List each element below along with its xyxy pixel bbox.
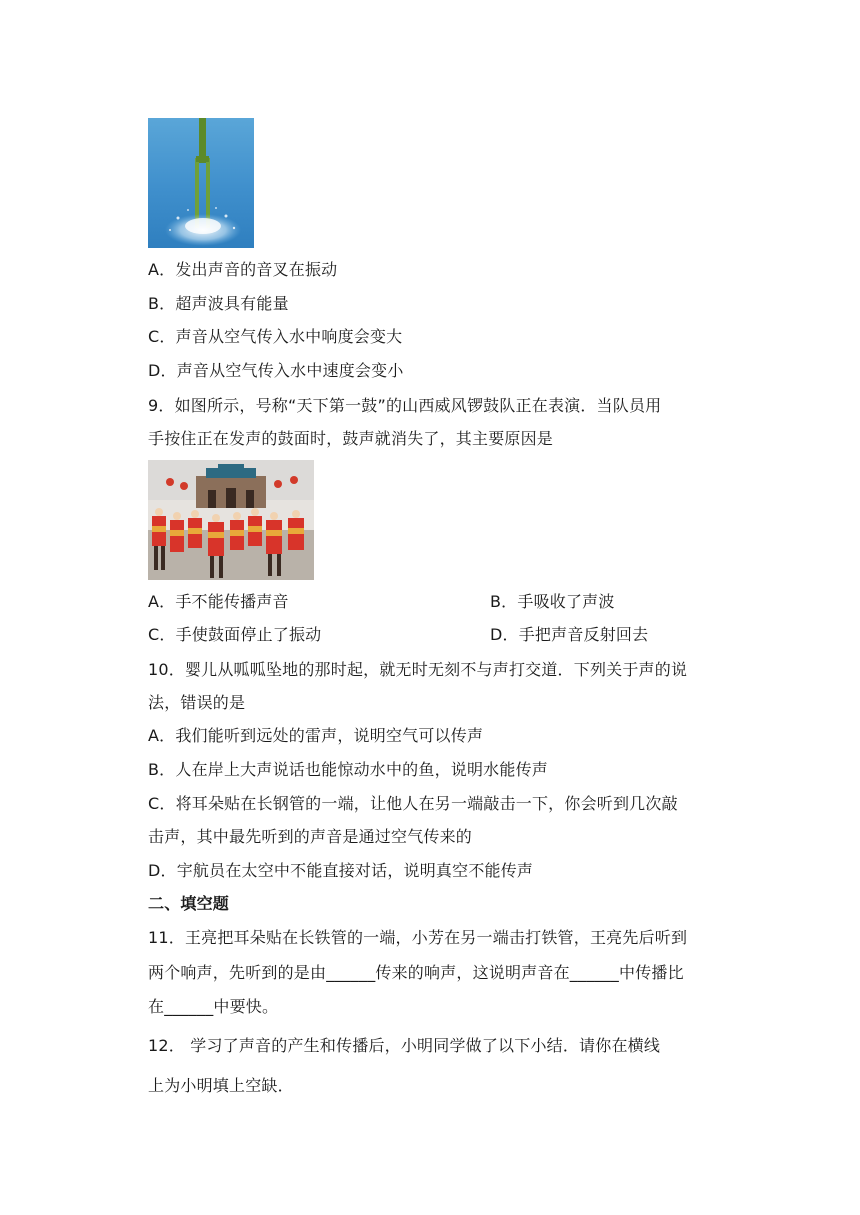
q12-line1: 12． 学习了声音的产生和传播后，小明同学做了以下小结．请你在横线 (148, 1036, 661, 1055)
q10-stem-line2: 法，错误的是 (148, 693, 246, 712)
q9-option-a: A．手不能传播声音 (148, 592, 289, 611)
q9-option-b: B．手吸收了声波 (490, 592, 615, 611)
q9-stem-line2: 手按住正在发声的鼓面时，鼓声就消失了，其主要原因是 (148, 429, 554, 448)
section-heading: 二、填空题 (148, 894, 230, 913)
tuning-fork-water-image (148, 118, 254, 248)
q11-line1: 11．王亮把耳朵贴在长铁管的一端，小芳在另一端击打铁管，王亮先后听到 (148, 928, 688, 947)
q10-option-c-line1: C．将耳朵贴在长钢管的一端，让他人在另一端敲击一下，你会听到几次敲 (148, 794, 678, 813)
q11-line2: 两个响声，先听到的是由______传来的响声，这说明声音在______中传播比 (148, 963, 684, 982)
q9-option-d: D．手把声音反射回去 (490, 625, 649, 644)
q12-line2: 上为小明填上空缺． (148, 1076, 294, 1095)
q8-option-c: C．声音从空气传入水中响度会变大 (148, 327, 403, 346)
q8-option-a: A．发出声音的音叉在振动 (148, 260, 338, 279)
q11-line3: 在______中要快。 (148, 997, 279, 1016)
q8-option-b: B．超声波具有能量 (148, 294, 289, 313)
drum-troupe-photo (148, 460, 314, 580)
q9-option-c: C．手使鼓面停止了振动 (148, 625, 322, 644)
q10-option-c-line2: 击声，其中最先听到的声音是通过空气传来的 (148, 827, 473, 846)
q8-option-d: D．声音从空气传入水中速度会变小 (148, 361, 404, 380)
q10-option-a: A．我们能听到远处的雷声，说明空气可以传声 (148, 726, 484, 745)
q10-stem-line1: 10．婴儿从呱呱坠地的那时起，就无时无刻不与声打交道．下列关于声的说 (148, 660, 688, 679)
q10-option-b: B．人在岸上大声说话也能惊动水中的鱼，说明水能传声 (148, 760, 548, 779)
q9-stem-line1: 9．如图所示，号称“天下第一鼓”的山西威风锣鼓队正在表演．当队员用 (148, 396, 662, 415)
q10-option-d: D．宇航员在太空中不能直接对话，说明真空不能传声 (148, 861, 534, 880)
